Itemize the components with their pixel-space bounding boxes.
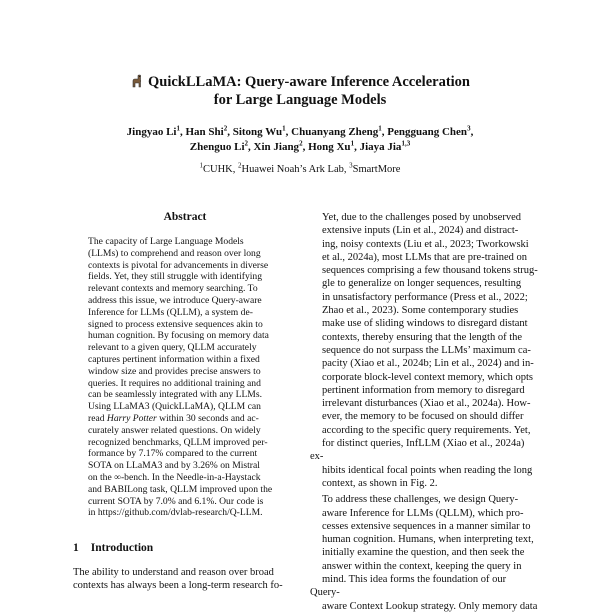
- text-line: context, as shown in Fig. 2.: [322, 477, 438, 489]
- section-heading-introduction: 1 Introduction: [73, 542, 154, 554]
- text-line: SOTA on LLaMA3 and by 3.26% on Mistral: [88, 460, 260, 472]
- title-line-2: for Large Language Models: [213, 92, 387, 108]
- text-line: hibits identical focal points when reading the long: [322, 464, 533, 476]
- text-line: captures pertinent information within a fixed: [88, 353, 260, 365]
- text-line: ing, noisy contexts (Liu et al., 2023; Tworkowski: [322, 238, 529, 250]
- text-line: extensive inputs (Lin et al., 2024) and distract-: [322, 225, 519, 237]
- text-line: address this issue, we introduce Query-aware: [88, 294, 262, 306]
- text-line: window size and provides precise answers to: [88, 365, 261, 377]
- text-line: human cognition. By focusing on memory data: [88, 330, 269, 342]
- text-line: Inference for LLMs (QLLM), a system de-: [88, 306, 253, 318]
- text-line: To address these challenges, we design Query-: [322, 494, 519, 506]
- text-line: and BABILong task, QLLM improved upon the: [88, 483, 273, 495]
- author: Han Shi$^2$: [185, 124, 228, 138]
- text-line: human cognition. Humans, when interpreting text,: [322, 534, 534, 546]
- text-line: ever, the memory to be focused on should differ: [322, 411, 524, 423]
- paragraph: [310, 211, 538, 490]
- paper-title: [0, 74, 600, 91]
- author: Sitong Wu$^1$: [232, 124, 286, 138]
- authors-line-1: Jingyao Li$^1$, Han Shi$^2$, Sitong Wu$^1$, Chuanyang Zheng$^1$, Pengguang Chen$^3$,: [126, 124, 474, 138]
- text-line: signed to process extensive sequences akin to: [88, 318, 263, 330]
- text-line: make use of sliding windows to disregard distant: [322, 318, 528, 330]
- affiliations: $^1$CUHK, $^2$Huawei Noah’s Ark Lab, $^3$SmartMore: [199, 161, 401, 175]
- author: Zhenguo Li$^2$: [189, 139, 249, 153]
- text-line: pertinent information from memory to disregard: [322, 384, 525, 396]
- text-line: aware Context Lookup strategy. Only memory data: [322, 600, 538, 612]
- text-line: Zhao et al., 2023). Some contemporary studies: [322, 305, 519, 317]
- text-line: on the ∞-bench. In the Needle-in-a-Haystack: [88, 471, 261, 483]
- right-column-body: [310, 211, 538, 613]
- text-line: in unsatisfactory performance (Press et al., 2022;: [322, 291, 528, 303]
- text-line: sequences comprising a few thousand tokens strug-: [322, 265, 538, 277]
- text-line: Using LLaMA3 (QuickLLaMA), QLLM can: [88, 401, 261, 413]
- text-line: (LLMs) to comprehend and reason over long: [88, 247, 261, 259]
- author: Jingyao Li$^1$: [126, 124, 180, 138]
- text-line: contexts has always been a long-term research fo-: [73, 580, 283, 592]
- text-line: gle to generalize on longer sequences, resulting: [322, 278, 522, 290]
- text-line: for distinct queries, InfLLM (Xiao et al., 2024a) ex-: [310, 438, 525, 463]
- text-line: recognized benchmarks, QLLM improved per-: [88, 436, 268, 448]
- text-line: in https://github.com/dvlab-research/Q-LLM.: [88, 507, 263, 519]
- introduction-body: [73, 566, 299, 593]
- text-line: Yet, due to the challenges posed by unobserved: [322, 212, 521, 223]
- text-line: et al., 2024a), most LLMs that are pre-trained on: [322, 251, 527, 263]
- author: Hong Xu$^1$: [308, 139, 355, 153]
- text-line: pacity (Xiao et al., 2024b; Lin et al., 2024) and in-: [322, 358, 534, 370]
- text-line: formance by 7.17% compared to the current: [88, 448, 258, 460]
- text-line: cesses extensive sequences in a manner similar to: [322, 520, 531, 532]
- text-line: can be seamlessly integrated with any LLMs.: [88, 389, 262, 401]
- abstract-heading: Abstract: [163, 211, 207, 223]
- authors-line-2: Zhenguo Li$^2$, Xin Jiang$^2$, Hong Xu$^1$, Jiaya Jia$^{1,3}$: [189, 139, 411, 153]
- text-line: contexts is pivotal for advancements in diverse: [88, 259, 269, 271]
- text-line: relevant contexts and memory searching. To: [88, 283, 258, 295]
- text-line: relevant to a given query, QLLM accurately: [88, 342, 257, 354]
- author: Xin Jiang$^2$: [253, 139, 303, 153]
- text-line: corporate block-level context memory, which opts: [322, 371, 533, 383]
- author: Jiaya Jia$^{1,3}$: [359, 139, 411, 153]
- text-line: irrelevant disturbances (Xiao et al., 2024a). How-: [322, 398, 531, 410]
- text-line: sequence do not surpass the LLMs’ maximum ca-: [322, 344, 531, 356]
- text-line: fields. Yet, they still struggle with identifying: [88, 271, 263, 283]
- text-line: answer within the context, keeping the query in: [322, 560, 522, 572]
- text-line: aware Inference for LLMs (QLLM), which pro-: [322, 507, 524, 519]
- author: Chuanyang Zheng$^1$: [291, 124, 382, 138]
- text-line: according to the specific query requirements. Yet,: [322, 424, 531, 436]
- text-line: curately answer related questions. On widely: [88, 424, 261, 436]
- llama-logo-icon: [130, 74, 144, 88]
- text-line: The capacity of Large Language Models: [88, 236, 244, 247]
- abstract-body: [88, 236, 281, 519]
- author: Pengguang Chen$^3$: [387, 124, 471, 138]
- paragraph: [310, 493, 538, 613]
- text-line: initially examine the question, and then seek the: [322, 547, 525, 559]
- text-line: contexts, thereby ensuring that the length of the: [322, 331, 523, 343]
- abstract-line: read Harry Potter within 30 seconds and ac-: [88, 412, 259, 424]
- text-line: current SOTA by 7.0% and 6.1%. Our code is: [88, 495, 264, 507]
- text-line: The ability to understand and reason over broad: [73, 567, 274, 578]
- text-line: mind. This idea forms the foundation of our Query-: [310, 574, 507, 599]
- text-line: queries. It requires no additional training and: [88, 377, 261, 389]
- title-line-1: QuickLLaMA: Query-aware Inference Acceleration: [147, 74, 471, 90]
